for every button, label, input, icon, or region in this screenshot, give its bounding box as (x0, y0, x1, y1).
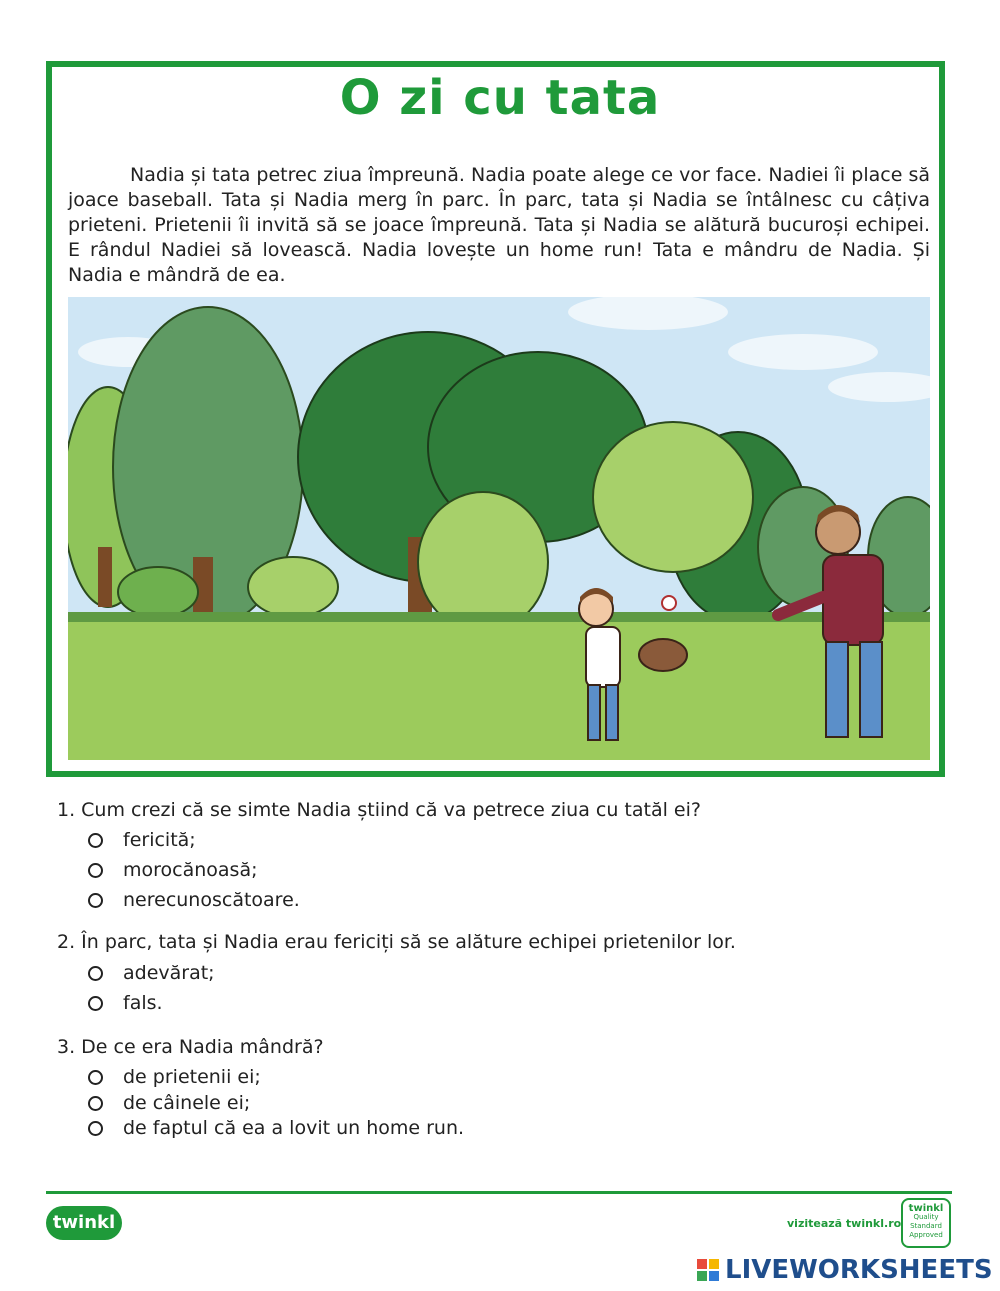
option-1-1[interactable] (88, 829, 196, 851)
badge-subtitle: Quality Standard Approved (909, 1213, 943, 1239)
option-label: morocănoasă; (123, 859, 258, 881)
story-paragraph: Nadia și tata petrec ziua împreună. Nadia poate alege ce vor face. Nadiei îi place să joace baseball. Tata și Nadia merg în parc. În parc, tata și Nadia se întâlnesc cu câțiva prieteni. Prietenii îi invită să se joace împreună. Tata și Nadia se alătură bucuroși echipei. E rândul Nadiei să lovească. Nadia lovește un home run! Tata e mândru de Nadia. Și Nadia e mândră de ea. (68, 164, 930, 286)
radio-button[interactable] (88, 833, 103, 848)
option-3-1[interactable] (88, 1066, 261, 1088)
radio-button[interactable] (88, 1096, 103, 1111)
liveworksheets-icon (697, 1259, 719, 1281)
radio-button[interactable] (88, 1121, 103, 1136)
question-1: 1. Cum crezi că se simte Nadia știind că va petrece ziua cu tatăl ei? (57, 799, 701, 821)
page-title: O zi cu tata (339, 70, 661, 126)
option-1-2[interactable] (88, 859, 258, 881)
option-label: fals. (123, 992, 163, 1014)
question-2: 2. În parc, tata și Nadia erau fericiți să se alăture echipei prietenilor lor. (57, 931, 736, 953)
option-label: de câinele ei; (123, 1092, 251, 1114)
story-text (68, 163, 930, 288)
brand-label: LIVEWORKSHEETS (725, 1255, 993, 1285)
option-label: adevărat; (123, 962, 215, 984)
option-3-2[interactable] (88, 1092, 250, 1114)
option-2-2[interactable] (88, 992, 163, 1014)
question-3: 3. De ce era Nadia mândră? (57, 1036, 324, 1058)
quality-badge (901, 1198, 951, 1248)
radio-button[interactable] (88, 863, 103, 878)
radio-button[interactable] (88, 1070, 103, 1085)
radio-button[interactable] (88, 996, 103, 1011)
radio-button[interactable] (88, 966, 103, 981)
liveworksheets-brand[interactable] (697, 1255, 993, 1285)
option-2-1[interactable] (88, 962, 215, 984)
badge-title: twinkl (908, 1203, 944, 1214)
option-label: fericită; (123, 829, 196, 851)
option-label: de faptul că ea a lovit un home run. (123, 1117, 465, 1139)
option-label: de prietenii ei; (123, 1066, 261, 1088)
twinkl-logo[interactable]: twinkl (46, 1206, 122, 1240)
option-1-3[interactable] (88, 889, 300, 911)
radio-button[interactable] (88, 893, 103, 908)
option-3-3[interactable] (88, 1117, 464, 1139)
footer-divider (46, 1191, 952, 1194)
visit-link[interactable]: vizitează twinkl.ro (787, 1217, 902, 1230)
park-illustration (68, 297, 930, 760)
option-label: nerecunoscătoare. (123, 889, 300, 911)
